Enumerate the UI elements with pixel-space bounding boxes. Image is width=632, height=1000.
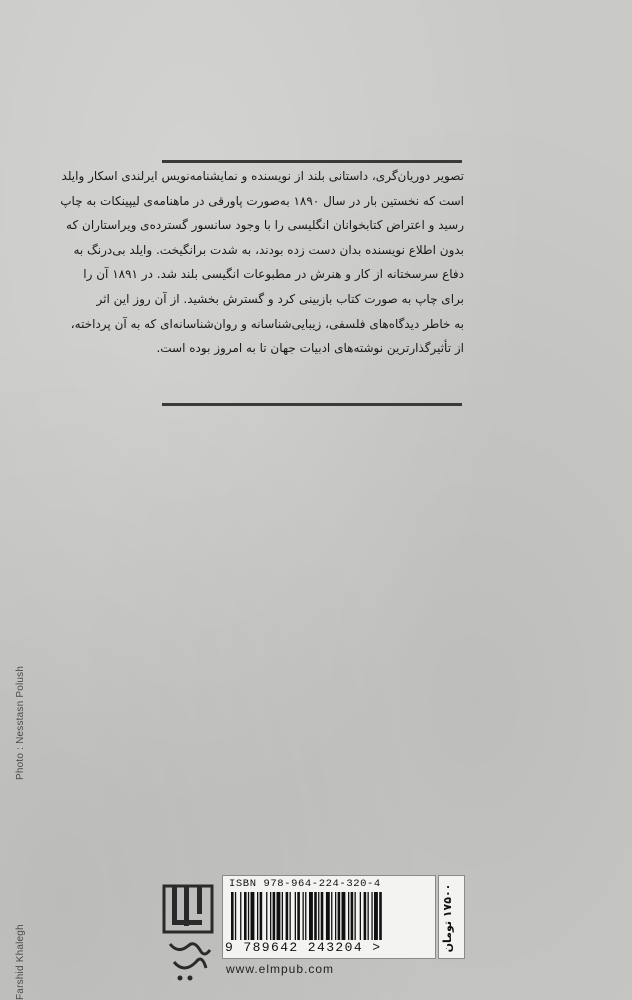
barcode-bar [248, 892, 249, 940]
barcode-bar [342, 892, 346, 940]
barcode-bar [273, 892, 276, 940]
synopsis-line: برای چاپ به صورت کتاب بازبینی کرد و گسترش بخشید. از آن روز این اثر [96, 291, 464, 306]
barcode-bar [379, 892, 382, 940]
barcode-bar [348, 892, 349, 940]
synopsis-line: تصویر دوریان‌گری، داستانی بلند از نویسنده و نمایشنامه‌نویس ایرلندی اسکار وایلد [61, 169, 464, 183]
barcode-bar [309, 892, 313, 940]
barcode-bar [297, 892, 300, 940]
isbn-barcode [222, 875, 436, 959]
bottom-rule [162, 403, 462, 406]
barcode-bar [270, 892, 271, 940]
synopsis-line: رسید و اعتراض کتابخوانان انگلیسی را با وجود سانسور گسترده‌ی ویراستاران که [66, 218, 464, 233]
barcode-bar [305, 892, 306, 940]
synopsis-line: از تأثیرگذارترین نوشته‌های ادبیات جهان تا به امروز بوده است. [156, 341, 464, 356]
barcode-bar [286, 892, 289, 940]
barcode-bars [229, 892, 429, 940]
top-rule [162, 160, 462, 163]
barcode-bar [290, 892, 291, 940]
barcode-bar [364, 892, 367, 940]
synopsis-line: بدون اطلاع نویسنده بدان دست زده بودند، به شدت برانگیخت. وایلد بی‌درنگ به [73, 242, 464, 257]
barcode-bar [360, 892, 361, 940]
isbn-number: ISBN 978-964-224-320-4 [229, 878, 381, 890]
barcode-bar [351, 892, 354, 940]
barcode-bar [251, 892, 255, 940]
barcode-bar [244, 892, 247, 940]
synopsis-block [60, 164, 464, 361]
barcode-bar [318, 892, 319, 940]
synopsis-line: است که نخستین بار در سال ۱۸۹۰ به‌صورت پاورقی در ماهنامه‌ی لیپینکات به چاپ [60, 193, 464, 208]
barcode-bar [371, 892, 372, 940]
barcode-bar [266, 892, 267, 940]
barcode-bar [277, 892, 281, 940]
barcode-bar [240, 892, 241, 940]
synopsis-line: به خاطر دیدگاه‌های فلسفی، زیبایی‌شناسانه و روان‌شناسانه‌ای که به آن پرداخته، [70, 316, 464, 331]
barcode-bar [331, 892, 332, 940]
barcode-bar [355, 892, 356, 940]
price-tag [438, 875, 465, 959]
publisher-logo [160, 878, 216, 990]
price-label: ۱۷۵۰۰ تومان [441, 883, 454, 953]
barcode-bar [335, 892, 336, 940]
barcode-bar [231, 892, 234, 940]
barcode-bar [282, 892, 283, 940]
barcode-bar [374, 892, 378, 940]
barcode-bar [321, 892, 324, 940]
barcode-bar [260, 892, 263, 940]
barcode-bar [257, 892, 258, 940]
barcode-bar [295, 892, 296, 940]
barcode-bar [235, 892, 236, 940]
publisher-logo-mark [160, 878, 216, 990]
ean-digits: 9 789642 243204 > [225, 940, 382, 955]
barcode-bar [368, 892, 369, 940]
barcode-bar [338, 892, 341, 940]
synopsis-line: دفاع سرسختانه از کار و هنرش در مطبوعات انگیسی بلند شد. در ۱۸۹۱ آن را [83, 267, 464, 282]
publisher-website: www.elmpub.com [226, 962, 335, 976]
barcode-bar [314, 892, 317, 940]
barcode-bar [303, 892, 304, 940]
photo-credit: Photo : Nesstasn Polush [15, 665, 26, 780]
barcode-bar [326, 892, 330, 940]
cover-designer-credit: Farshid Khalegh [15, 924, 26, 1000]
